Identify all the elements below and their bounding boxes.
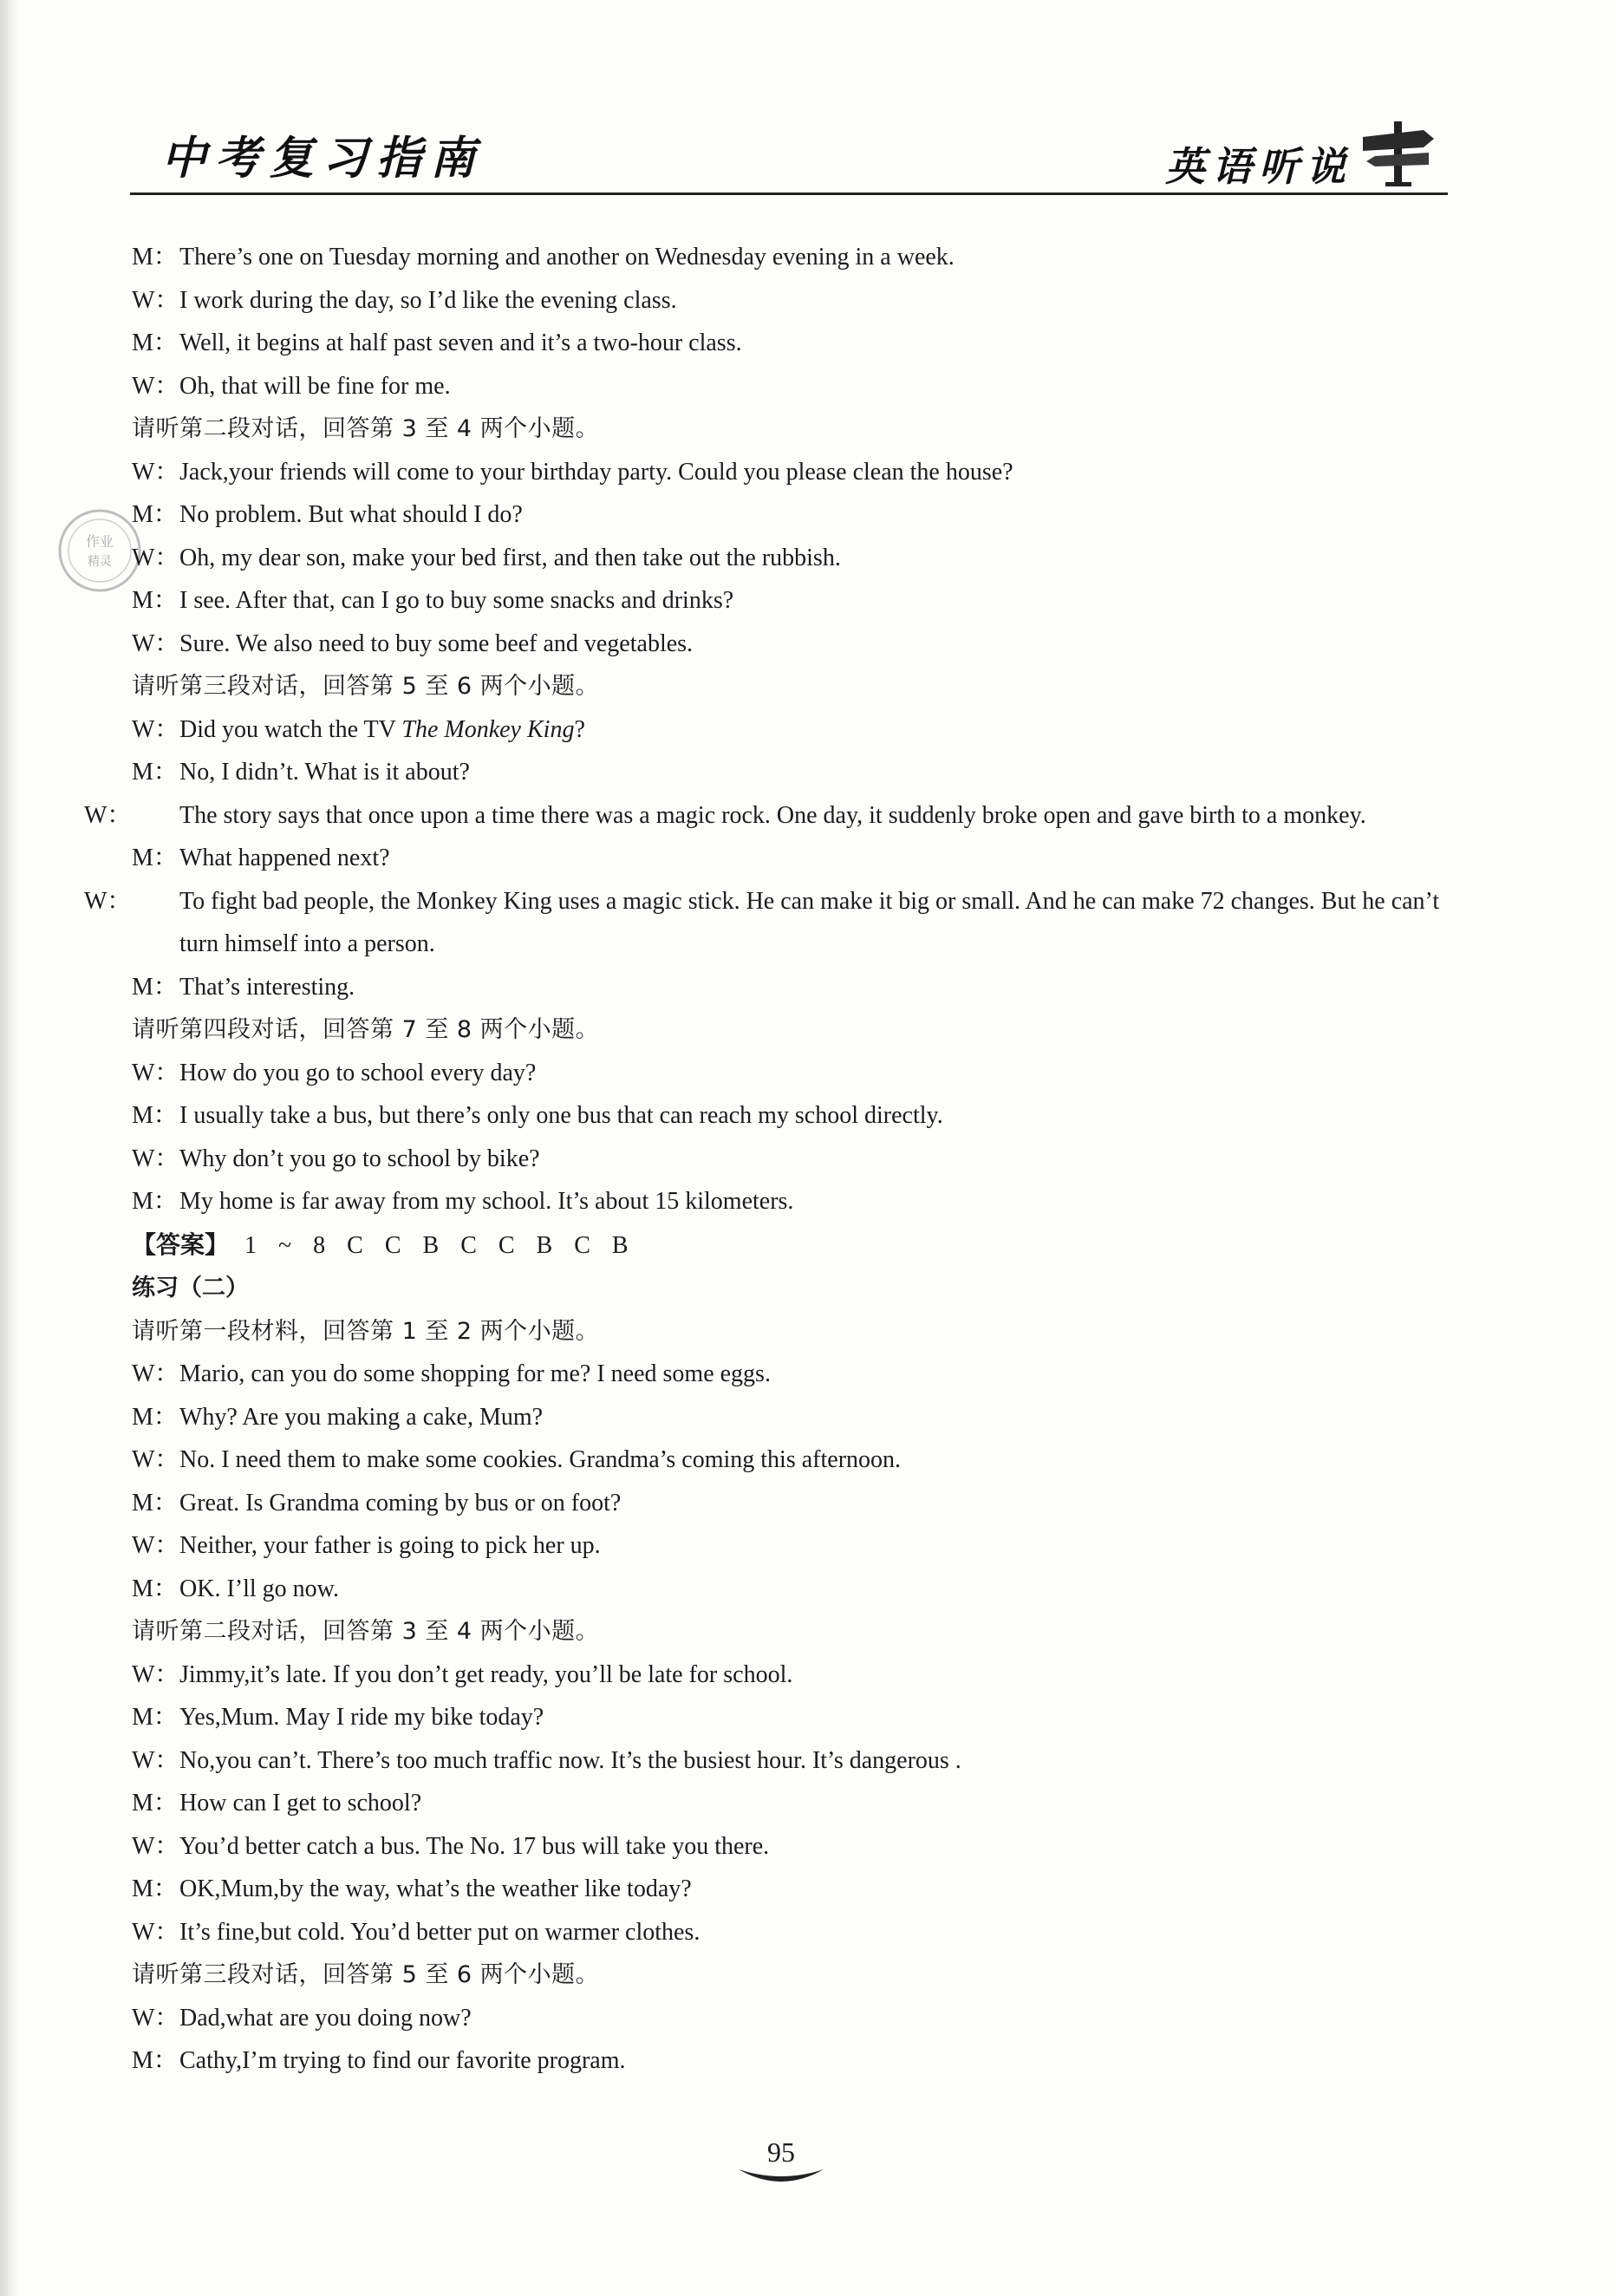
dialogue-line	[132, 1911, 1450, 1954]
page-header	[130, 113, 1448, 199]
speaker-label: M：	[132, 1102, 178, 1129]
dialogue-text: The story says that once upon a time there was a magic rock. One day, it suddenly broke open and gave birth to a monkey.	[179, 801, 1366, 829]
dialogue-line	[132, 1739, 1450, 1783]
dialogue-text: Sure. We also need to buy some beef and vegetables.	[179, 629, 694, 657]
dialogue-text: I work during the day, so I’d like the evening class.	[179, 286, 677, 314]
speaker-label: W：	[132, 1832, 179, 1860]
dialogue-line	[132, 1825, 1450, 1869]
header-rule	[130, 192, 1448, 195]
page-edge-shadow	[0, 0, 19, 2296]
instruction-line: 请听第三段对话，回答第 5 至 6 两个小题。	[132, 1961, 600, 1988]
dialogue-text: To fight bad people, the Monkey King uses a magic stick. He can make it big or small. And he can make 72 changes. But he can’t turn himself into a person.	[179, 887, 1440, 957]
dialogue-line	[132, 1997, 1450, 2040]
dialogue-text: No problem. But what should I do?	[179, 501, 523, 528]
speaker-label: M：	[132, 1403, 178, 1431]
speaker-label: W：	[132, 372, 179, 400]
dialogue-text: OK. I’ll go now.	[179, 1575, 340, 1602]
dialogue-line	[132, 451, 1450, 494]
dialogue-line	[132, 623, 1450, 666]
dialogue-text: Great. Is Grandma coming by bus or on foot?	[179, 1489, 622, 1517]
speaker-label: M：	[132, 973, 178, 1001]
page-number-badge	[733, 2135, 829, 2187]
speaker-label: W：	[132, 544, 179, 571]
dialogue-text: My home is far away from my school. It’s about 15 kilometers.	[179, 1188, 794, 1215]
instruction-line: 请听第一段材料，回答第 1 至 2 两个小题。	[132, 1317, 600, 1345]
dialogue-text: OK,Mum,by the way, what’s the weather like today?	[179, 1875, 692, 1902]
dialogue-text: Oh, that will be fine for me.	[179, 372, 451, 400]
dialogue-line	[132, 1353, 1450, 1396]
dialogue-line	[132, 751, 1450, 794]
dialogue-line	[132, 1180, 1450, 1223]
speaker-label: W：	[132, 1059, 179, 1086]
title-italic: The Monkey King	[401, 715, 575, 743]
dialogue-text: No,you can’t. There’s too much traffic now. It’s the busiest hour. It’s dangerous .	[179, 1746, 961, 1774]
speaker-label: W：	[132, 1446, 179, 1473]
dialogue-line	[84, 794, 1450, 838]
dialogue-text: Why don’t you go to school by bike?	[179, 1145, 540, 1172]
speaker-label: M：	[132, 501, 178, 528]
dialogue-text: Neither, your father is going to pick her up.	[179, 1532, 601, 1559]
dialogue-line	[132, 322, 1450, 365]
dialogue-line	[132, 2039, 1450, 2083]
dialogue-line	[132, 1696, 1450, 1739]
speaker-label: M：	[132, 1489, 178, 1517]
page-number-swoosh	[733, 2149, 829, 2187]
dialogue-text: No. I need them to make some cookies. Grandma’s coming this afternoon.	[179, 1446, 902, 1473]
dialogue-text: Well, it begins at half past seven and it’s a two-hour class.	[179, 329, 742, 356]
answer-line	[132, 1223, 1450, 1268]
dialogue-line	[132, 279, 1450, 323]
dialogue-line	[132, 1396, 1450, 1439]
dialogue-line	[132, 493, 1450, 537]
speaker-label: M：	[132, 1704, 178, 1731]
speaker-label: W：	[132, 286, 179, 314]
answer-values: 1 ~ 8 C C B C C B C B	[244, 1231, 629, 1259]
speaker-label: W：	[132, 2004, 179, 2032]
instruction-line: 请听第二段对话，回答第 3 至 4 两个小题。	[132, 1618, 600, 1645]
svg-text:作业: 作业	[85, 533, 114, 550]
dialogue-text: Oh, my dear son, make your bed first, and then take out the rubbish.	[179, 544, 841, 571]
speaker-label: W：	[132, 1532, 179, 1559]
dialogue-line	[132, 1654, 1450, 1697]
dialogue-text-tail: ?	[574, 715, 585, 743]
dialogue-line	[132, 1568, 1450, 1611]
speaker-label: W：	[132, 1660, 179, 1688]
speaker-label: W：	[132, 458, 179, 486]
speaker-label: W：	[132, 1360, 179, 1387]
speaker-label: M：	[132, 1575, 178, 1602]
dialogue-line	[132, 1052, 1450, 1095]
dialogue-text: There’s one on Tuesday morning and another on Wednesday evening in a week.	[179, 244, 955, 271]
svg-text:精灵: 精灵	[88, 555, 112, 569]
speaker-label: M：	[132, 1790, 178, 1817]
dialogue-line	[132, 1524, 1450, 1568]
dialogue-text: Jack,your friends will come to your birthday party. Could you please clean the house?	[179, 458, 1013, 486]
speaker-label: M：	[132, 759, 178, 786]
dialogue-text: You’d better catch a bus. The No. 17 bus will take you there.	[179, 1832, 770, 1860]
dialogue-text: I see. After that, can I go to buy some snacks and drinks?	[179, 587, 734, 614]
section-heading: 练习（二）	[132, 1275, 249, 1301]
dialogue-text: Cathy,I’m trying to find our favorite program.	[179, 2047, 626, 2074]
dialogue-text: How do you go to school every day?	[179, 1059, 537, 1086]
dialogue-line	[132, 837, 1450, 880]
dialogue-text: Did you watch the TV	[179, 715, 402, 743]
dialogue-text: What happened next?	[179, 845, 390, 871]
header-right-title: 英语听说	[1165, 143, 1352, 190]
speaker-label: M：	[132, 845, 178, 871]
dialogue-text: Yes,Mum. May I ride my bike today?	[179, 1704, 544, 1731]
dialogue-line	[132, 1868, 1450, 1911]
dialogue-text: Dad,what are you doing now?	[179, 2004, 472, 2032]
speaker-label: M：	[132, 1875, 178, 1902]
dialogue-line	[132, 1782, 1450, 1825]
speaker-label: W：	[132, 629, 179, 657]
dialogue-text: Why? Are you making a cake, Mum?	[179, 1403, 544, 1431]
speaker-label: M：	[132, 1188, 178, 1215]
instruction-line: 请听第四段对话，回答第 7 至 8 两个小题。	[132, 1016, 600, 1043]
dialogue-line	[132, 537, 1450, 580]
header-left-title: 中考复习指南	[161, 132, 485, 185]
speaker-label: W：	[132, 1145, 179, 1172]
speaker-label: W：	[132, 715, 179, 743]
speaker-label: W：	[132, 1746, 179, 1774]
speaker-label: W：	[84, 887, 132, 915]
dialogue-text: It’s fine,but cold. You’d better put on warmer clothes.	[179, 1918, 700, 1946]
speaker-label: W：	[132, 1918, 179, 1946]
dialogue-line	[132, 236, 1450, 279]
speaker-label: M：	[132, 587, 178, 614]
dialogue-text: How can I get to school?	[179, 1790, 422, 1817]
speaker-label: M：	[132, 2047, 178, 2074]
dialogue-text: No, I didn’t. What is it about?	[179, 759, 470, 786]
dialogue-line	[132, 1438, 1450, 1482]
dialogue-line	[132, 966, 1450, 1009]
dialogue-line	[132, 579, 1450, 623]
speaker-label: M：	[132, 244, 178, 271]
page-number: 95	[767, 2136, 795, 2168]
instruction-line: 请听第二段对话，回答第 3 至 4 两个小题。	[132, 415, 600, 442]
speaker-label: W：	[84, 801, 132, 829]
speaker-label: M：	[132, 329, 178, 356]
dialogue-line	[132, 708, 1450, 752]
dialogue-text: That’s interesting.	[179, 973, 355, 1001]
dialogue-line	[132, 1094, 1450, 1138]
dialogue-line	[84, 880, 1450, 966]
dialogue-line	[132, 1138, 1450, 1181]
dialogue-line	[132, 365, 1450, 408]
answer-label: 【答案】	[132, 1230, 230, 1259]
signpost-logo-icon	[1359, 118, 1437, 187]
dialogue-text: Mario, can you do some shopping for me? I need some eggs.	[179, 1360, 771, 1387]
dialogue-line	[132, 1482, 1450, 1525]
dialogue-text: Jimmy,it’s late. If you don’t get ready, you’ll be late for school.	[179, 1660, 793, 1688]
dialogue-text: I usually take a bus, but there’s only one bus that can reach my school directly.	[179, 1102, 943, 1129]
instruction-line: 请听第三段对话，回答第 5 至 6 两个小题。	[132, 673, 600, 700]
